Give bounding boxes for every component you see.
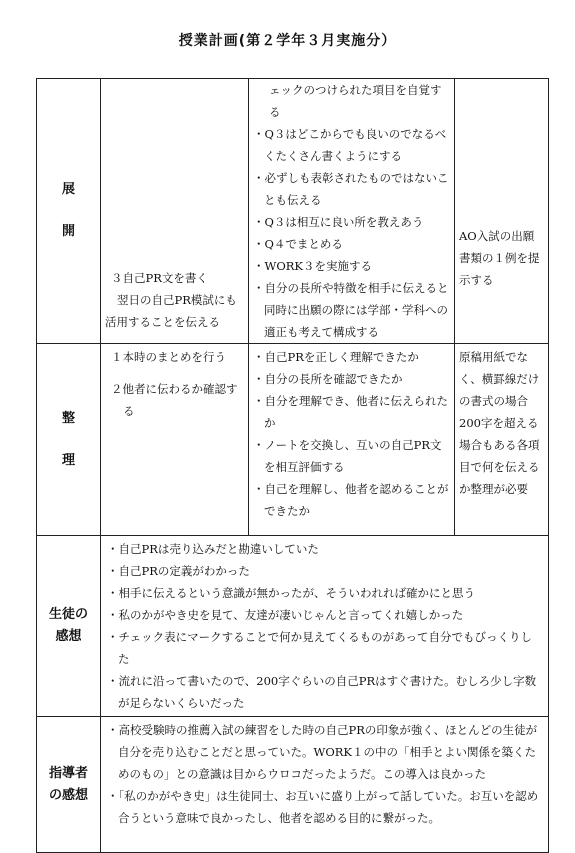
activity-cell <box>101 79 249 344</box>
points-cell <box>249 79 455 344</box>
row-head-tenkai <box>37 79 101 344</box>
head-char: 整 <box>61 410 75 426</box>
head-char: 理 <box>61 452 75 468</box>
row-seito <box>37 536 549 717</box>
impression-item: ・自己PRの定義がわかった <box>107 564 250 578</box>
page-title: 授業計画(第２学年３月実施分） <box>178 33 397 49</box>
point-item: ・ノートを交換し、互いの自己PR文を相互評価する <box>253 438 442 474</box>
student-impressions-cell <box>101 536 549 717</box>
row-seiri <box>37 344 549 536</box>
head-line: 生徒の <box>48 607 88 622</box>
activity-step: ２他者に伝わるか確認する <box>111 382 238 418</box>
point-item: ・自己を理解し、他者を認めることができたか <box>253 482 449 518</box>
remarks-text: AO入試の出願書類の１例を提示する <box>459 229 540 287</box>
point-item: ・自分の長所を確認できたか <box>253 372 403 386</box>
lesson-plan-table <box>36 78 549 853</box>
point-item: ・Q４でまとめる <box>253 237 343 251</box>
head-char: 開 <box>61 224 75 239</box>
row-head-shidou <box>37 717 101 853</box>
remarks-cell <box>455 79 549 344</box>
point-item: ・WORK３を実施する <box>253 259 372 273</box>
point-item: ・Q３はどこからでも良いのでなるべくたくさん書くようにする <box>253 127 447 163</box>
head-line: の感想 <box>48 787 88 803</box>
impression-item: ・高校受験時の推薦入試の練習をした時の自己PRの印象が強く、ほとんどの生徒が自分を売り込むことだと思っていた。WORK１の中の「相手とよい関係を築くためのもの」との意識は目からウロコだったようだ。この導入は良かった <box>107 723 538 781</box>
activity-note: 翌日の自己PR模試にも活用することを伝える <box>105 293 237 329</box>
head-char: 展 <box>61 182 75 197</box>
head-line: 指導者 <box>48 765 88 781</box>
points-cell <box>249 344 455 536</box>
impression-item: ・「私のかがやき史」は生徒同士、お互いに盛り上がって話していた。お互いを認め合うという意味で良かったし、他者を認める目的に繋がった。 <box>107 789 539 825</box>
impression-item: ・相手に伝えるという意識が無かったが、そういわれれば確かにと思う <box>107 586 475 600</box>
row-tenkai <box>37 79 549 344</box>
activity-cell <box>101 344 249 536</box>
row-head-seiri <box>37 344 101 536</box>
impression-item: ・自己PRは売り込みだと勘違いしていた <box>107 542 319 556</box>
point-item: ・自分を理解でき、他者に伝えられたか <box>253 394 449 430</box>
teacher-impressions-cell <box>101 717 549 853</box>
impression-item: ・チェック表にマークすることで何か見えてくるものがあって自分でもびっくりした <box>107 630 533 666</box>
activity-step: ３自己PR文を書く <box>111 271 208 285</box>
point-item: ・自分の長所や特徴を相手に伝えると同時に出願の際には学部・学科への適正も考えて構成する <box>253 281 449 339</box>
point-item: ・必ずしも表彰されたものではないことも伝える <box>253 171 449 207</box>
impression-item: ・流れに沿って書いたので、200字ぐらいの自己PRはすぐ書けた。むしろ少し字数が足らないくらいだった <box>107 674 537 710</box>
row-head-seito <box>37 536 101 717</box>
impression-item: ・私のかがやき史を見て、友達が凄いじゃんと言ってくれ嬉しかった <box>107 608 464 622</box>
head-line: 感想 <box>55 629 82 644</box>
remarks-cell <box>455 344 549 536</box>
activity-step: １本時のまとめを行う <box>111 350 226 364</box>
point-item: ・自己PRを正しく理解できたか <box>253 350 419 364</box>
point-item: ・Q３は相互に良い所を教えあう <box>253 215 424 229</box>
remarks-text: 原稿用紙でなく、横罫線だけの書式の場合200字を超える場合もある各項目で何を伝えるか整理が必要 <box>459 350 540 496</box>
point-item: ェックのつけられた項目を自覚する <box>269 83 442 119</box>
row-shidou <box>37 717 549 853</box>
